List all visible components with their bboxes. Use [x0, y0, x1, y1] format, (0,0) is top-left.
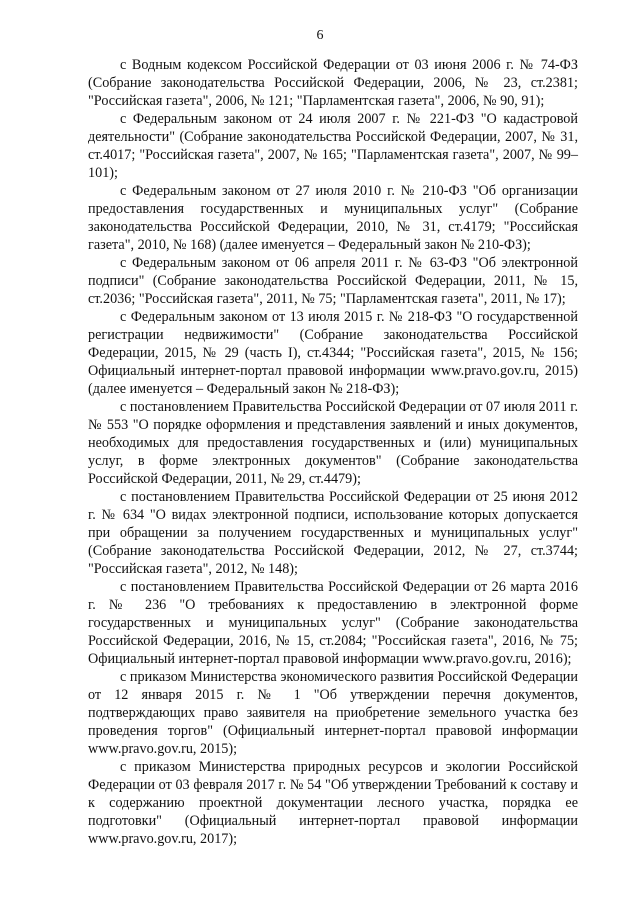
- paragraph-law-63: с Федеральным законом от 06 апреля 2011 г. № 63-ФЗ "Об электронной подписи" (Собрание законодательства Российской Федерации, 2011, № 15, ст.2036; "Российская газета", 2011, № 75; "Парламентская газета", 2011, № 17);: [88, 255, 578, 307]
- paragraph-order-nature: с приказом Министерства природных ресурсов и экологии Российской Федерации от 03 февраля 2017 г. № 54 "Об утверждении Требований к составу и к содержанию проектной документации лесного участка, порядка ее подготовки" (Официальный интернет-портал правовой информации www.pravo.gov.ru, 2017);: [88, 759, 578, 847]
- paragraph-water-code: с Водным кодексом Российской Федерации от 03 июня 2006 г. № 74-ФЗ (Собрание законодательства Российской Федерации, 2006, № 23, ст.2381; "Российская газета", 2006, № 121; "Парламентская газета", 2006, № 90, 91);: [88, 57, 578, 109]
- page-number: 6: [316, 28, 324, 43]
- paragraph-order-economy: с приказом Министерства экономического развития Российской Федерации от 12 января 2015 г. № 1 "Об утверждении перечня документов, подтверждающих право заявителя на приобретение земельного участка без проведения торгов" (Официальный интернет-портал правовой информации www.pravo.gov.ru, 2015);: [88, 669, 578, 757]
- document-body: [88, 56, 578, 848]
- paragraph-resolution-634: с постановлением Правительства Российской Федерации от 25 июня 2012 г. № 634 "О видах электронной подписи, использование которых допускается при обращении за получением государственных и муниципальных услуг" (Собрание законодательства Российской Федерации, 2012, № 27, ст.3744; "Российская газета", 2012, № 148);: [88, 489, 578, 577]
- paragraph-law-210: с Федеральным законом от 27 июля 2010 г. № 210-ФЗ "Об организации предоставления государственных и муниципальных услуг" (Собрание законодательства Российской Федерации, 2010, № 31, ст.4179; "Российская газета", 2010, № 168) (далее именуется – Федеральный закон № 210-ФЗ);: [88, 183, 578, 253]
- paragraph-resolution-553: с постановлением Правительства Российской Федерации от 07 июля 2011 г. № 553 "О порядке оформления и представления заявлений и иных документов, необходимых для предоставления государственных и (или) муниципальных услуг, в форме электронных документов" (Собрание законодательства Российской Федерации, 2011, № 29, ст.4479);: [88, 399, 578, 487]
- paragraph-law-218: с Федеральным законом от 13 июля 2015 г. № 218-ФЗ "О государственной регистрации недвижимости" (Собрание законодательства Российской Федерации, 2015, № 29 (часть I), ст.4344; "Российская газета", 2015, № 156; Официальный интернет-портал правовой информации www.pravo.gov.ru, 2015) (далее именуется – Федеральный закон № 218-ФЗ);: [88, 309, 578, 397]
- paragraph-resolution-236: с постановлением Правительства Российской Федерации от 26 марта 2016 г. № 236 "О требованиях к предоставлению в электронной форме государственных и муниципальных услуг" (Собрание законодательства Российской Федерации, 2016, № 15, ст.2084; "Российская газета", 2016, № 75; Официальный интернет-портал правовой информации www.pravo.gov.ru, 2016);: [88, 579, 578, 667]
- paragraph-cadastral-law: с Федеральным законом от 24 июля 2007 г. № 221-ФЗ "О кадастровой деятельности" (Собрание законодательства Российской Федерации, 2007, № 31, ст.4017; "Российская газета", 2007, № 165; "Парламентская газета", 2007, № 99–101);: [88, 111, 578, 181]
